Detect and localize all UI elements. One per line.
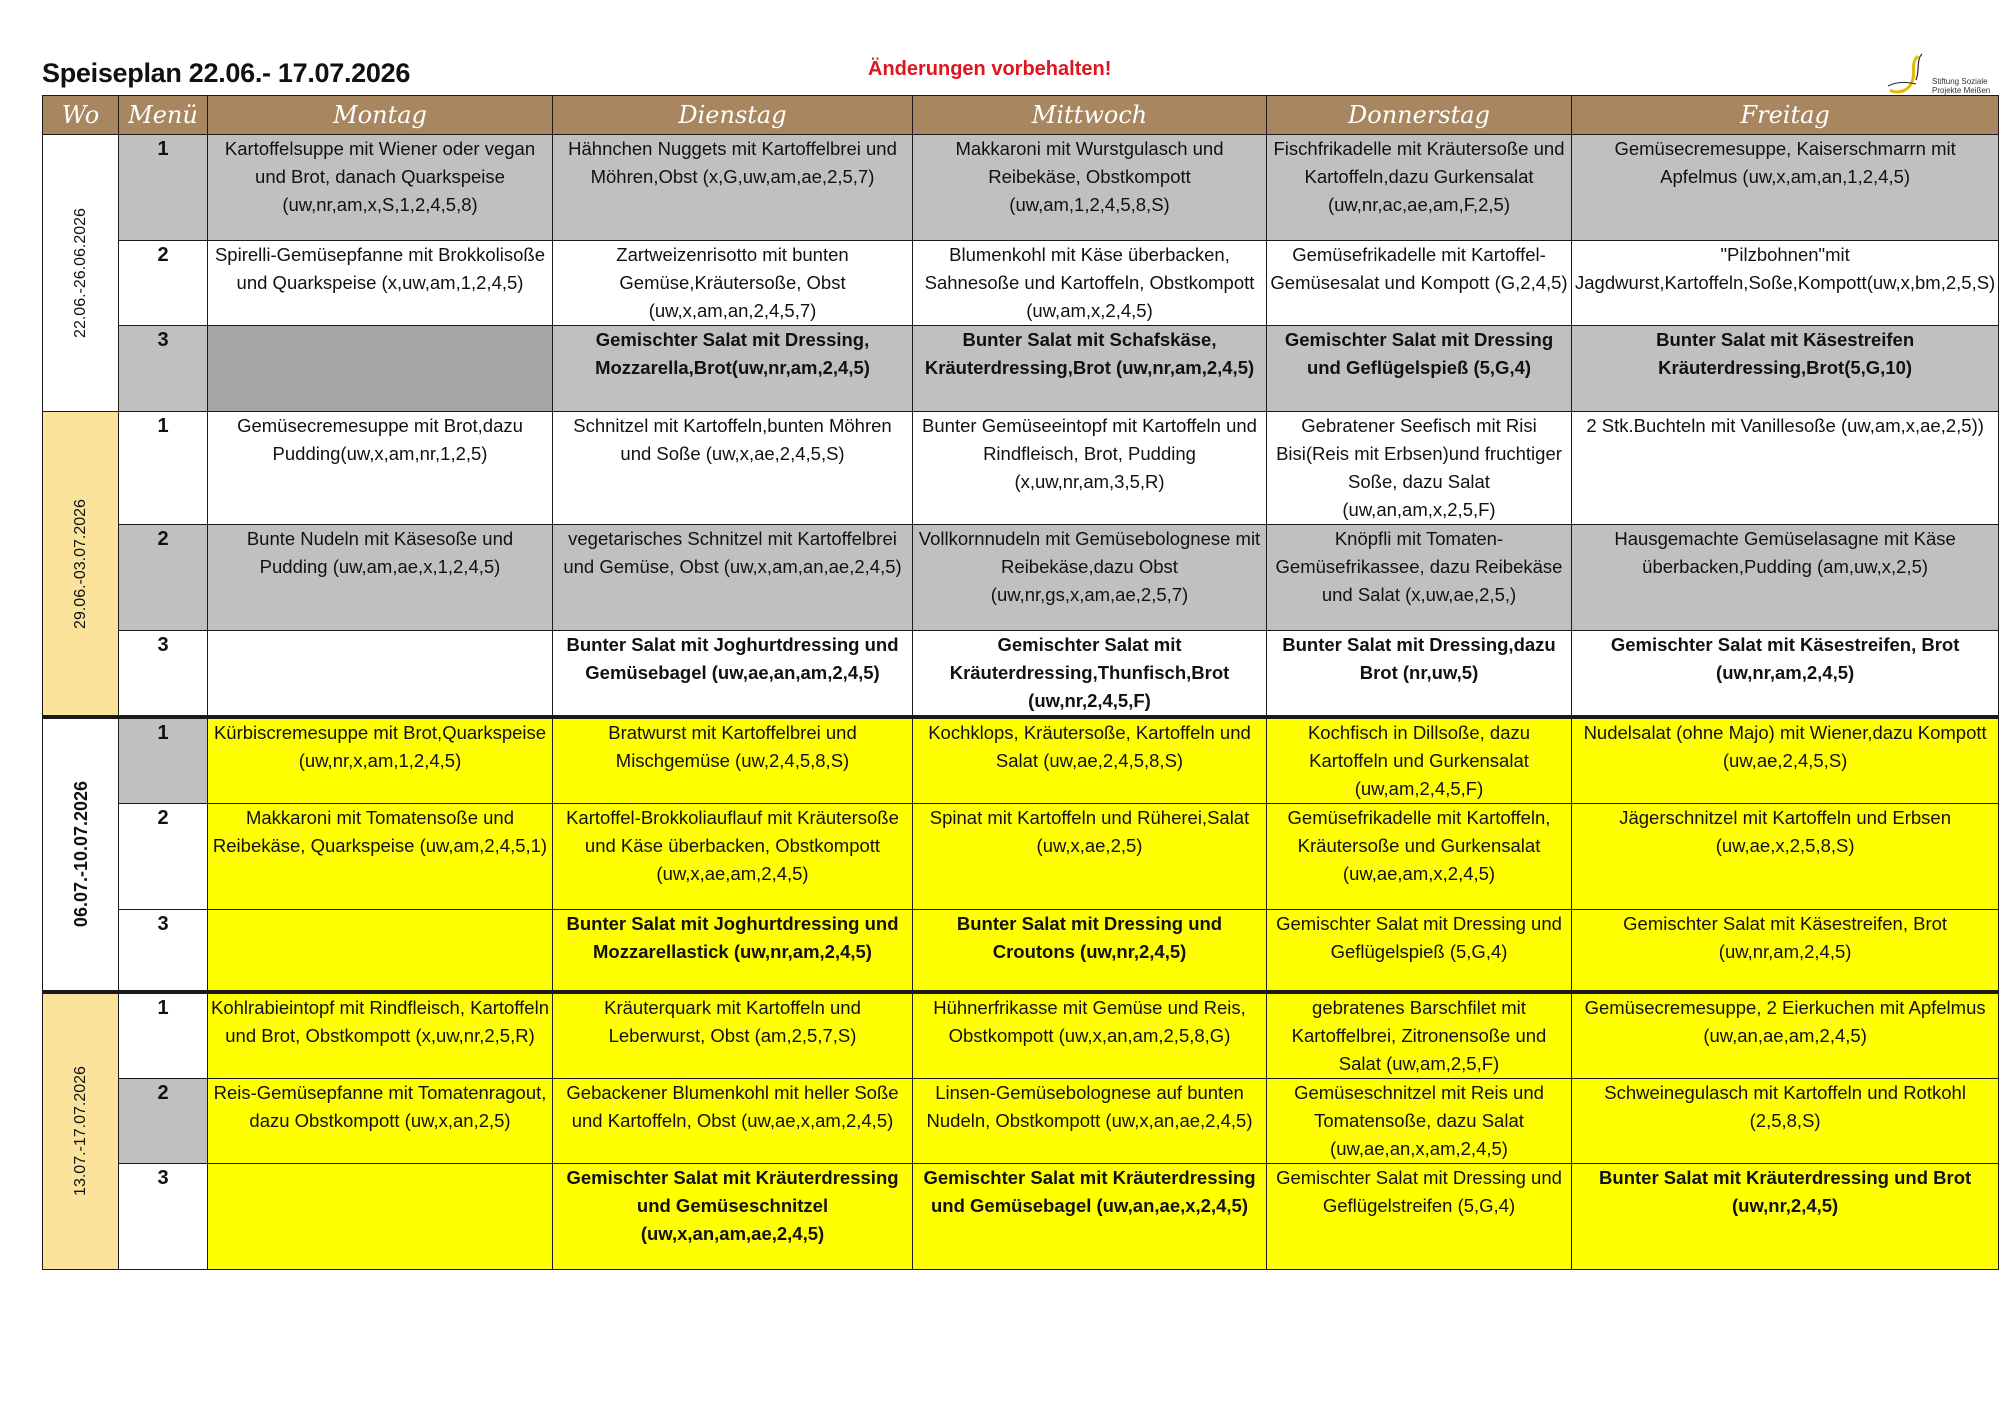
menu-cell: Gebratener Seefisch mit Risi Bisi(Reis mit Erbsen)und fruchtiger Soße, dazu Salat (uw,an,am,x,2,5,F) [1267, 412, 1572, 525]
menu-number: 2 [119, 1078, 208, 1163]
menu-cell: Bunter Salat mit Dressing und Croutons (uw,nr,2,4,5) [913, 910, 1267, 992]
week-label: 13.07.-17.07.2026 [43, 992, 119, 1270]
menu-cell: Vollkornnudeln mit Gemüsebolognese mit Reibekäse,dazu Obst (uw,nr,gs,x,am,ae,2,5,7) [913, 525, 1267, 631]
menu-cell: Schnitzel mit Kartoffeln,bunten Möhren und Soße (uw,x,ae,2,4,5,S) [553, 412, 913, 525]
menu-cell: Bunte Nudeln mit Käsesoße und Pudding (uw,am,ae,x,1,2,4,5) [208, 525, 553, 631]
menu-cell: Bunter Salat mit Kräuterdressing und Brot (uw,nr,2,4,5) [1572, 1163, 1999, 1269]
menu-cell: Bratwurst mit Kartoffelbrei und Mischgemüse (uw,2,4,5,8,S) [553, 717, 913, 804]
menu-cell: Kartoffelsuppe mit Wiener oder vegan und Brot, danach Quarkspeise (uw,nr,am,x,S,1,2,4,5,8) [208, 135, 553, 241]
table-row [43, 992, 1999, 1079]
changes-notice: Änderungen vorbehalten! [868, 58, 1112, 80]
col-header-friday: Freitag [1572, 96, 1999, 135]
logo-line2: Projekte Meißen [1932, 86, 1990, 95]
table-row [43, 1163, 1999, 1269]
menu-cell: "Pilzbohnen"mit Jagdwurst,Kartoffeln,Soße,Kompott(uw,x,bm,2,5,S) [1572, 241, 1999, 326]
table-row [43, 241, 1999, 326]
week-label: 29.06.-03.07.2026 [43, 412, 119, 718]
col-header-wednesday: Mittwoch [913, 96, 1267, 135]
menu-cell: Schweinegulasch mit Kartoffeln und Rotkohl (2,5,8,S) [1572, 1078, 1999, 1163]
menu-cell: Knöpfli mit Tomaten-Gemüsefrikassee, dazu Reibekäse und Salat (x,uw,ae,2,5,) [1267, 525, 1572, 631]
menu-cell: Jägerschnitzel mit Kartoffeln und Erbsen (uw,ae,x,2,5,8,S) [1572, 804, 1999, 910]
menu-number: 1 [119, 992, 208, 1079]
menu-cell: Makkaroni mit Wurstgulasch und Reibekäse, Obstkompott (uw,am,1,2,4,5,8,S) [913, 135, 1267, 241]
menu-cell: Kräuterquark mit Kartoffeln und Leberwurst, Obst (am,2,5,7,S) [553, 992, 913, 1079]
menu-cell: Nudelsalat (ohne Majo) mit Wiener,dazu Kompott (uw,ae,2,4,5,S) [1572, 717, 1999, 804]
menu-cell: Linsen-Gemüsebolognese auf bunten Nudeln, Obstkompott (uw,x,an,ae,2,4,5) [913, 1078, 1267, 1163]
menu-cell: Gemischter Salat mit Kräuterdressing,Thunfisch,Brot (uw,nr,2,4,5,F) [913, 631, 1267, 718]
col-header-week: Wo [43, 96, 119, 135]
table-row [43, 804, 1999, 910]
menu-cell: Reis-Gemüsepfanne mit Tomatenragout, dazu Obstkompott (uw,x,an,2,5) [208, 1078, 553, 1163]
menu-cell: Kochfisch in Dillsoße, dazu Kartoffeln und Gurkensalat (uw,am,2,4,5,F) [1267, 717, 1572, 804]
col-header-thursday: Donnerstag [1267, 96, 1572, 135]
col-header-tuesday: Dienstag [553, 96, 913, 135]
week-label: 22.06.-26.06.2026 [43, 135, 119, 412]
menu-cell: Gemüsecremesuppe mit Brot,dazu Pudding(uw,x,am,nr,1,2,5) [208, 412, 553, 525]
menu-cell: Gemischter Salat mit Dressing und Geflügelspieß (5,G,4) [1267, 326, 1572, 412]
menu-cell: Gemischter Salat mit Kräuterdressing und Gemüseschnitzel (uw,x,an,am,ae,2,4,5) [553, 1163, 913, 1269]
menu-cell: Kochklops, Kräutersoße, Kartoffeln und Salat (uw,ae,2,4,5,8,S) [913, 717, 1267, 804]
week-label: 06.07.-10.07.2026 [43, 717, 119, 992]
menu-cell: Kartoffel-Brokkoliauflauf mit Kräutersoße und Käse überbacken, Obstkompott (uw,x,ae,am,2,4,5) [553, 804, 913, 910]
menu-cell: Gemüseschnitzel mit Reis und Tomatensoße, dazu Salat (uw,ae,an,x,am,2,4,5) [1267, 1078, 1572, 1163]
menu-cell: Bunter Salat mit Schafskäse, Kräuterdressing,Brot (uw,nr,am,2,4,5) [913, 326, 1267, 412]
table-row [43, 525, 1999, 631]
menu-cell: 2 Stk.Buchteln mit Vanillesoße (uw,am,x,ae,2,5)) [1572, 412, 1999, 525]
menu-cell: Zartweizenrisotto mit bunten Gemüse,Kräutersoße, Obst (uw,x,am,an,2,4,5,7) [553, 241, 913, 326]
logo-line1: Stiftung Soziale [1932, 77, 1988, 86]
menu-number: 2 [119, 804, 208, 910]
menu-cell: Gemischter Salat mit Käsestreifen, Brot (uw,nr,am,2,4,5) [1572, 910, 1999, 992]
menu-cell: Gemischter Salat mit Käsestreifen, Brot (uw,nr,am,2,4,5) [1572, 631, 1999, 718]
menu-cell: Hausgemachte Gemüselasagne mit Käse überbacken,Pudding (am,uw,x,2,5) [1572, 525, 1999, 631]
menu-cell: Spirelli-Gemüsepfanne mit Brokkolisoße und Quarkspeise (x,uw,am,1,2,4,5) [208, 241, 553, 326]
menu-number: 2 [119, 241, 208, 326]
menu-cell: gebratenes Barschfilet mit Kartoffelbrei, Zitronensoße und Salat (uw,am,2,5,F) [1267, 992, 1572, 1079]
menu-number: 3 [119, 631, 208, 718]
menu-cell [208, 1163, 553, 1269]
menu-number: 3 [119, 910, 208, 992]
page-title: Speiseplan 22.06.- 17.07.2026 [42, 58, 411, 88]
menu-number: 2 [119, 525, 208, 631]
menu-cell: Spinat mit Kartoffeln und Rüherei,Salat (uw,x,ae,2,5) [913, 804, 1267, 910]
menu-cell: Bunter Gemüseeintopf mit Kartoffeln und Rindfleisch, Brot, Pudding (x,uw,nr,am,3,5,R) [913, 412, 1267, 525]
menu-number: 1 [119, 717, 208, 804]
menu-cell: Gemischter Salat mit Kräuterdressing und Gemüsebagel (uw,an,ae,x,2,4,5) [913, 1163, 1267, 1269]
menu-cell: Gemüsefrikadelle mit Kartoffel-Gemüsesalat und Kompott (G,2,4,5) [1267, 241, 1572, 326]
table-row [43, 326, 1999, 412]
menu-cell: Bunter Salat mit Käsestreifen Kräuterdressing,Brot(5,G,10) [1572, 326, 1999, 412]
menu-cell: Gemüsefrikadelle mit Kartoffeln, Kräutersoße und Gurkensalat (uw,ae,am,x,2,4,5) [1267, 804, 1572, 910]
menu-number: 1 [119, 412, 208, 525]
menu-cell: Blumenkohl mit Käse überbacken, Sahnesoße und Kartoffeln, Obstkompott (uw,am,x,2,4,5) [913, 241, 1267, 326]
table-row [43, 631, 1999, 718]
menu-cell: Hähnchen Nuggets mit Kartoffelbrei und Möhren,Obst (x,G,uw,am,ae,2,5,7) [553, 135, 913, 241]
menu-cell [208, 910, 553, 992]
menu-cell: Hühnerfrikasse mit Gemüse und Reis, Obstkompott (uw,x,an,am,2,5,8,G) [913, 992, 1267, 1079]
table-row [43, 910, 1999, 992]
menu-number: 3 [119, 326, 208, 412]
menu-number: 3 [119, 1163, 208, 1269]
menu-cell: Gemischter Salat mit Dressing und Geflügelstreifen (5,G,4) [1267, 1163, 1572, 1269]
menu-cell: Kürbiscremesuppe mit Brot,Quarkspeise (uw,nr,x,am,1,2,4,5) [208, 717, 553, 804]
menu-cell: Gemüsecremesuppe, Kaiserschmarrn mit Apfelmus (uw,x,am,an,1,2,4,5) [1572, 135, 1999, 241]
table-row [43, 412, 1999, 525]
menu-cell: Gemischter Salat mit Dressing und Geflügelspieß (5,G,4) [1267, 910, 1572, 992]
menu-cell: vegetarisches Schnitzel mit Kartoffelbrei und Gemüse, Obst (uw,x,am,an,ae,2,4,5) [553, 525, 913, 631]
menu-cell: Gebackener Blumenkohl mit heller Soße und Kartoffeln, Obst (uw,ae,x,am,2,4,5) [553, 1078, 913, 1163]
menu-cell: Fischfrikadelle mit Kräutersoße und Kartoffeln,dazu Gurkensalat (uw,nr,ac,ae,am,F,2,5) [1267, 135, 1572, 241]
menu-cell [208, 326, 553, 412]
table-row [43, 717, 1999, 804]
menu-cell: Bunter Salat mit Joghurtdressing und Mozzarellastick (uw,nr,am,2,4,5) [553, 910, 913, 992]
menu-cell: Gemischter Salat mit Dressing, Mozzarella,Brot(uw,nr,am,2,4,5) [553, 326, 913, 412]
menu-cell: Makkaroni mit Tomatensoße und Reibekäse, Quarkspeise (uw,am,2,4,5,1) [208, 804, 553, 910]
menu-cell: Bunter Salat mit Joghurtdressing und Gemüsebagel (uw,ae,an,am,2,4,5) [553, 631, 913, 718]
table-row [43, 1078, 1999, 1163]
menu-cell: Gemüsecremesuppe, 2 Eierkuchen mit Apfelmus (uw,an,ae,am,2,4,5) [1572, 992, 1999, 1079]
menu-table [42, 95, 1999, 1270]
menu-cell [208, 631, 553, 718]
header-row [43, 96, 1999, 135]
col-header-menu: Menü [119, 96, 208, 135]
menu-number: 1 [119, 135, 208, 241]
menu-cell: Kohlrabieintopf mit Rindfleisch, Kartoffeln und Brot, Obstkompott (x,uw,nr,2,5,R) [208, 992, 553, 1079]
col-header-monday: Montag [208, 96, 553, 135]
menu-cell: Bunter Salat mit Dressing,dazu Brot (nr,uw,5) [1267, 631, 1572, 718]
table-row [43, 135, 1999, 241]
